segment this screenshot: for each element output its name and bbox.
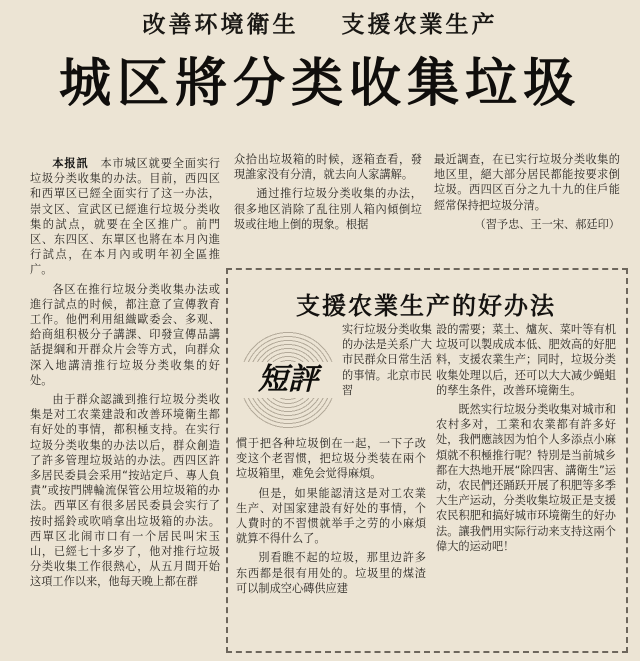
kicker-left: 改善环境衛生 <box>142 11 299 38</box>
kicker-right: 支援农業生产 <box>341 11 498 38</box>
article-paragraph: 最近調查，在已实行垃圾分类收集的地区里，絕大部分居民都能按要求倒垃圾。西四区百分之九十九的住戶能經常保持把垃圾分清。 <box>434 153 620 212</box>
commentary-badge-label: 短評 <box>238 362 338 398</box>
commentary-column-2 <box>236 436 426 600</box>
article-column-1 <box>30 156 220 594</box>
dateline: 本报訊 <box>52 157 89 170</box>
headline: 城区將分类收集垃圾 <box>58 53 581 114</box>
commentary-paragraph: 慣于把各种垃圾倒在一起，一下子改变这个老習惯，把垃圾分类装在兩个垃圾箱里，难免会觉得麻煩。 <box>236 437 426 481</box>
kicker-line <box>0 6 640 39</box>
article-paragraph: 由于群众認識到推行垃圾分类收集是对工农業建設和改善环境衛生都有好处的事情，都积極支持。在实行垃圾分类收集的办法以后，群众創造了許多管理垃圾站的办法。西四区許多居民委員会采用“按站定戶、專人負責”或按門牌輪流保管公用垃圾箱的办法。西單区有很多居民委員会实行了按时摇鈴或吹哨拿出垃圾箱的办法。西單区北闹市口有一个居民叫宋玉山，已經七十多岁了，他对推行垃圾分类收集工作很熱心，从五月間开始这項工作以来，他每天晚上都在群 <box>30 393 220 589</box>
commentary-paragraph: 但是，如果能認清这是对工农業生产、对国家建設有好处的事情，个人費时的不習惯就举手之劳的小麻煩就算不得什么了。 <box>236 486 426 546</box>
article-paragraph: 通过推行垃圾分类收集的办法，很多地区消除了乱往別人箱內傾倒垃圾或往地上倒的現象。根据 <box>234 187 422 231</box>
commentary-paragraph: 实行垃圾分类收集的办法是关系广大市民群众日常生活的事情。北京市民習 <box>342 323 432 397</box>
commentary-title: 支援农業生产的好办法 <box>296 291 556 320</box>
article-column-2 <box>234 152 422 236</box>
commentary-column-1 <box>342 322 432 402</box>
commentary-paragraph: 既然实行垃圾分类收集对城市和农村多对，工業和农業都有許多好处，我們應該因为怕个人多添点小麻煩就不积極推行呢？特別是当前城乡都在大热地开展“除四害、講衛生”运动，农民們还踊跃开展了积肥等多季大生产运动，分类收集垃圾正是支援农民积肥和搞好城市环境衛生的好办法。讓我們用实际行动来支持这兩个偉大的运动吧！ <box>436 403 616 553</box>
article-column-3 <box>434 152 620 236</box>
article-paragraph: 本报訊 本市城区就要全面实行垃圾分类收集的办法。目前，西四区和西單区已經全面实行了这一办法，崇文区、宣武区已經進行垃圾分类收集的試点，就要在全区推广。前門区、东四区、东單区也將在本月內進行試点，在本月內或明年初全區推广。 <box>30 157 220 277</box>
commentary-paragraph: 設的需要；菜土、爐灰、菜叶等有机垃圾可以製成成本低、肥效高的好肥料，支援农業生产；同时，垃圾分类收集处理以后，还可以大大减少蝇蛆的孳生条件，改善环境衛生。 <box>436 323 616 397</box>
commentary-paragraph: 別看瞧不起的垃圾，那里边許多东西都是很有用处的。垃圾里的煤渣可以制成空心磚供应建 <box>236 551 426 595</box>
byline: （習予忠、王一宋、郝廷印） <box>474 217 620 231</box>
article-paragraph: 众拾出垃圾箱的时候，逐箱查看，發現誰家没有分清，就去向人家講解。 <box>234 153 422 182</box>
article-paragraph: 各区在推行垃圾分类收集办法或進行試点的时候，都注意了宣傳教育工作。他們利用組織歐委会、多观、給商組积极分子講課、印發宣傳品講話提綱和开群众片会等方式，向群众深入地講清推行垃圾分类收集的好处。 <box>30 282 220 387</box>
commentary-column-3 <box>436 322 616 558</box>
